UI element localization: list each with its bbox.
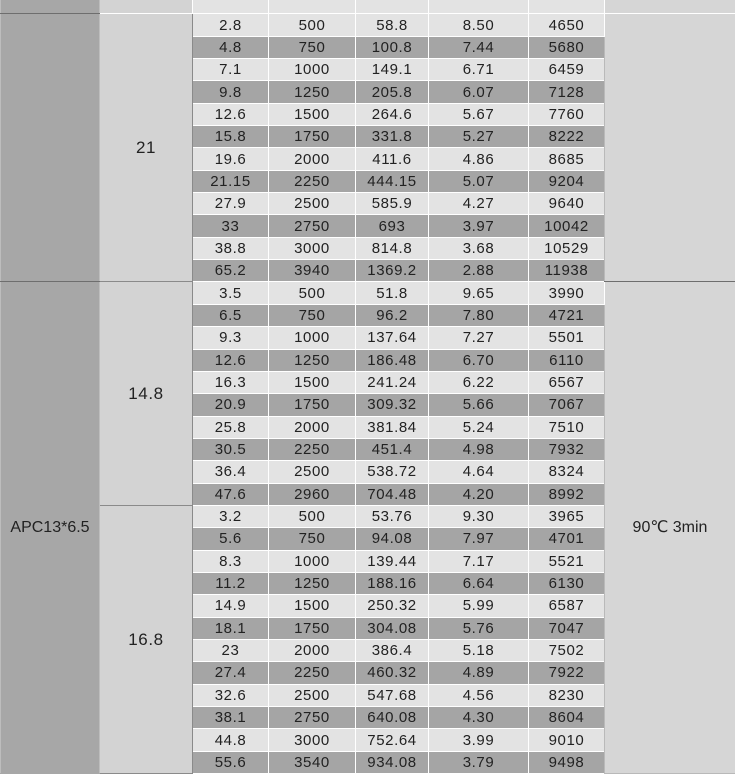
thrust-cell: 10042	[529, 215, 605, 237]
rpm-cell: 2960	[269, 483, 356, 505]
thrust-cell: 7502	[529, 639, 605, 661]
rpm-cell: 1000	[269, 327, 356, 349]
current-cell: 55.6	[193, 751, 269, 773]
thrust-cell: 8324	[529, 461, 605, 483]
thrust-cell: 11938	[529, 260, 605, 282]
efficiency-cell: 5.76	[429, 617, 529, 639]
voltage-cell: 14.8	[100, 282, 193, 505]
efficiency-cell: 5.18	[429, 639, 529, 661]
current-cell: 4.8	[193, 36, 269, 58]
efficiency-cell: 4.86	[429, 148, 529, 170]
current-cell: 2.8	[193, 14, 269, 36]
current-cell: 21.15	[193, 170, 269, 192]
current-cell: 33	[193, 215, 269, 237]
voltage-cell: 16.8	[100, 505, 193, 773]
thrust-cell: 6459	[529, 59, 605, 81]
rpm-cell: 1750	[269, 617, 356, 639]
efficiency-cell: 5.67	[429, 103, 529, 125]
thrust-cell: 10529	[529, 237, 605, 259]
efficiency-cell: 9.65	[429, 282, 529, 304]
cropped-efficiency-cell	[429, 0, 529, 14]
thrust-cell: 6130	[529, 572, 605, 594]
current-cell: 12.6	[193, 349, 269, 371]
efficiency-cell: 5.07	[429, 170, 529, 192]
thrust-cell: 7510	[529, 416, 605, 438]
power-cell: 331.8	[356, 126, 429, 148]
power-cell: 444.15	[356, 170, 429, 192]
cropped-row	[1, 0, 735, 14]
power-cell: 96.2	[356, 304, 429, 326]
efficiency-cell: 4.20	[429, 483, 529, 505]
power-cell: 538.72	[356, 461, 429, 483]
power-cell: 94.08	[356, 528, 429, 550]
rpm-cell: 500	[269, 14, 356, 36]
thrust-cell: 9204	[529, 170, 605, 192]
thrust-cell: 7047	[529, 617, 605, 639]
efficiency-cell: 4.30	[429, 707, 529, 729]
current-cell: 12.6	[193, 103, 269, 125]
thrust-cell: 8992	[529, 483, 605, 505]
power-cell: 814.8	[356, 237, 429, 259]
current-cell: 27.9	[193, 193, 269, 215]
power-cell: 386.4	[356, 639, 429, 661]
efficiency-cell: 2.88	[429, 260, 529, 282]
thrust-cell: 7922	[529, 662, 605, 684]
thrust-cell: 5521	[529, 550, 605, 572]
rpm-cell: 1750	[269, 126, 356, 148]
cropped-thrust-cell	[529, 0, 605, 14]
power-cell: 451.4	[356, 438, 429, 460]
power-cell: 53.76	[356, 505, 429, 527]
rpm-cell: 2250	[269, 170, 356, 192]
cropped-voltage-cell	[100, 0, 193, 14]
thrust-cell: 6110	[529, 349, 605, 371]
power-cell: 241.24	[356, 371, 429, 393]
thrust-cell: 3965	[529, 505, 605, 527]
rpm-cell: 2500	[269, 461, 356, 483]
rpm-cell: 2500	[269, 684, 356, 706]
current-cell: 8.3	[193, 550, 269, 572]
current-cell: 5.6	[193, 528, 269, 550]
thrust-cell: 5680	[529, 36, 605, 58]
efficiency-cell: 7.44	[429, 36, 529, 58]
power-cell: 51.8	[356, 282, 429, 304]
efficiency-cell: 6.22	[429, 371, 529, 393]
thrust-cell: 8230	[529, 684, 605, 706]
current-cell: 9.3	[193, 327, 269, 349]
current-cell: 30.5	[193, 438, 269, 460]
current-cell: 19.6	[193, 148, 269, 170]
cropped-model-cell	[1, 0, 100, 14]
rpm-cell: 2000	[269, 639, 356, 661]
test-condition-cell	[605, 14, 735, 282]
thrust-cell: 8604	[529, 707, 605, 729]
power-cell: 934.08	[356, 751, 429, 773]
rpm-cell: 1500	[269, 371, 356, 393]
rpm-cell: 1750	[269, 394, 356, 416]
cropped-power-cell	[356, 0, 429, 14]
power-cell: 460.32	[356, 662, 429, 684]
power-cell: 704.48	[356, 483, 429, 505]
power-cell: 381.84	[356, 416, 429, 438]
current-cell: 14.9	[193, 595, 269, 617]
efficiency-cell: 9.30	[429, 505, 529, 527]
efficiency-cell: 3.68	[429, 237, 529, 259]
thrust-cell: 8222	[529, 126, 605, 148]
thrust-cell: 4721	[529, 304, 605, 326]
rpm-cell: 3940	[269, 260, 356, 282]
power-cell: 585.9	[356, 193, 429, 215]
thrust-cell: 9010	[529, 729, 605, 751]
current-cell: 15.8	[193, 126, 269, 148]
model-cell	[1, 14, 100, 282]
current-cell: 47.6	[193, 483, 269, 505]
current-cell: 20.9	[193, 394, 269, 416]
rpm-cell: 3540	[269, 751, 356, 773]
efficiency-cell: 4.27	[429, 193, 529, 215]
table-body	[1, 0, 735, 774]
current-cell: 9.8	[193, 81, 269, 103]
cropped-rpm-cell	[269, 0, 356, 14]
efficiency-cell: 3.79	[429, 751, 529, 773]
thrust-cell: 4701	[529, 528, 605, 550]
current-cell: 65.2	[193, 260, 269, 282]
thrust-cell: 4650	[529, 14, 605, 36]
power-cell: 139.44	[356, 550, 429, 572]
rpm-cell: 750	[269, 36, 356, 58]
thrust-cell: 7760	[529, 103, 605, 125]
current-cell: 23	[193, 639, 269, 661]
table-row	[1, 14, 735, 36]
power-cell: 264.6	[356, 103, 429, 125]
power-cell: 1369.2	[356, 260, 429, 282]
efficiency-cell: 4.89	[429, 662, 529, 684]
thrust-cell: 9640	[529, 193, 605, 215]
efficiency-cell: 7.97	[429, 528, 529, 550]
current-cell: 38.1	[193, 707, 269, 729]
rpm-cell: 2000	[269, 148, 356, 170]
efficiency-cell: 6.07	[429, 81, 529, 103]
thrust-cell: 7067	[529, 394, 605, 416]
rpm-cell: 1000	[269, 59, 356, 81]
model-cell: APC13*6.5	[1, 282, 100, 774]
power-cell: 640.08	[356, 707, 429, 729]
rpm-cell: 1250	[269, 81, 356, 103]
rpm-cell: 3000	[269, 729, 356, 751]
rpm-cell: 1500	[269, 595, 356, 617]
efficiency-cell: 3.97	[429, 215, 529, 237]
rpm-cell: 1250	[269, 349, 356, 371]
current-cell: 18.1	[193, 617, 269, 639]
efficiency-cell: 5.24	[429, 416, 529, 438]
power-cell: 188.16	[356, 572, 429, 594]
rpm-cell: 500	[269, 282, 356, 304]
power-cell: 752.64	[356, 729, 429, 751]
efficiency-cell: 4.98	[429, 438, 529, 460]
rpm-cell: 2750	[269, 707, 356, 729]
rpm-cell: 1000	[269, 550, 356, 572]
voltage-cell: 21	[100, 14, 193, 282]
current-cell: 36.4	[193, 461, 269, 483]
power-cell: 250.32	[356, 595, 429, 617]
efficiency-cell: 6.71	[429, 59, 529, 81]
current-cell: 38.8	[193, 237, 269, 259]
cropped-note-cell	[605, 0, 735, 14]
power-cell: 693	[356, 215, 429, 237]
efficiency-cell: 4.56	[429, 684, 529, 706]
thrust-cell: 9498	[529, 751, 605, 773]
efficiency-cell: 4.64	[429, 461, 529, 483]
power-cell: 411.6	[356, 148, 429, 170]
test-condition-cell: 90℃ 3min	[605, 282, 735, 774]
power-cell: 137.64	[356, 327, 429, 349]
rpm-cell: 500	[269, 505, 356, 527]
efficiency-cell: 8.50	[429, 14, 529, 36]
power-cell: 58.8	[356, 14, 429, 36]
rpm-cell: 3000	[269, 237, 356, 259]
power-cell: 205.8	[356, 81, 429, 103]
rpm-cell: 1500	[269, 103, 356, 125]
rpm-cell: 750	[269, 528, 356, 550]
efficiency-cell: 6.70	[429, 349, 529, 371]
efficiency-cell: 5.99	[429, 595, 529, 617]
efficiency-cell: 5.66	[429, 394, 529, 416]
thrust-cell: 5501	[529, 327, 605, 349]
rpm-cell: 2750	[269, 215, 356, 237]
current-cell: 32.6	[193, 684, 269, 706]
rpm-cell: 750	[269, 304, 356, 326]
power-cell: 100.8	[356, 36, 429, 58]
rpm-cell: 2000	[269, 416, 356, 438]
current-cell: 44.8	[193, 729, 269, 751]
current-cell: 11.2	[193, 572, 269, 594]
efficiency-cell: 7.80	[429, 304, 529, 326]
thrust-cell: 3990	[529, 282, 605, 304]
thrust-cell: 7932	[529, 438, 605, 460]
efficiency-cell: 5.27	[429, 126, 529, 148]
power-cell: 309.32	[356, 394, 429, 416]
table-row	[1, 282, 735, 304]
rpm-cell: 2250	[269, 438, 356, 460]
power-cell: 547.68	[356, 684, 429, 706]
power-cell: 149.1	[356, 59, 429, 81]
current-cell: 6.5	[193, 304, 269, 326]
thrust-cell: 6587	[529, 595, 605, 617]
thrust-cell: 8685	[529, 148, 605, 170]
power-cell: 186.48	[356, 349, 429, 371]
efficiency-cell: 3.99	[429, 729, 529, 751]
current-cell: 3.5	[193, 282, 269, 304]
efficiency-cell: 7.17	[429, 550, 529, 572]
cropped-current-cell	[193, 0, 269, 14]
current-cell: 7.1	[193, 59, 269, 81]
current-cell: 25.8	[193, 416, 269, 438]
current-cell: 3.2	[193, 505, 269, 527]
power-cell: 304.08	[356, 617, 429, 639]
thrust-cell: 7128	[529, 81, 605, 103]
current-cell: 27.4	[193, 662, 269, 684]
thrust-cell: 6567	[529, 371, 605, 393]
efficiency-cell: 6.64	[429, 572, 529, 594]
efficiency-cell: 7.27	[429, 327, 529, 349]
rpm-cell: 2500	[269, 193, 356, 215]
current-cell: 16.3	[193, 371, 269, 393]
rpm-cell: 2250	[269, 662, 356, 684]
rpm-cell: 1250	[269, 572, 356, 594]
